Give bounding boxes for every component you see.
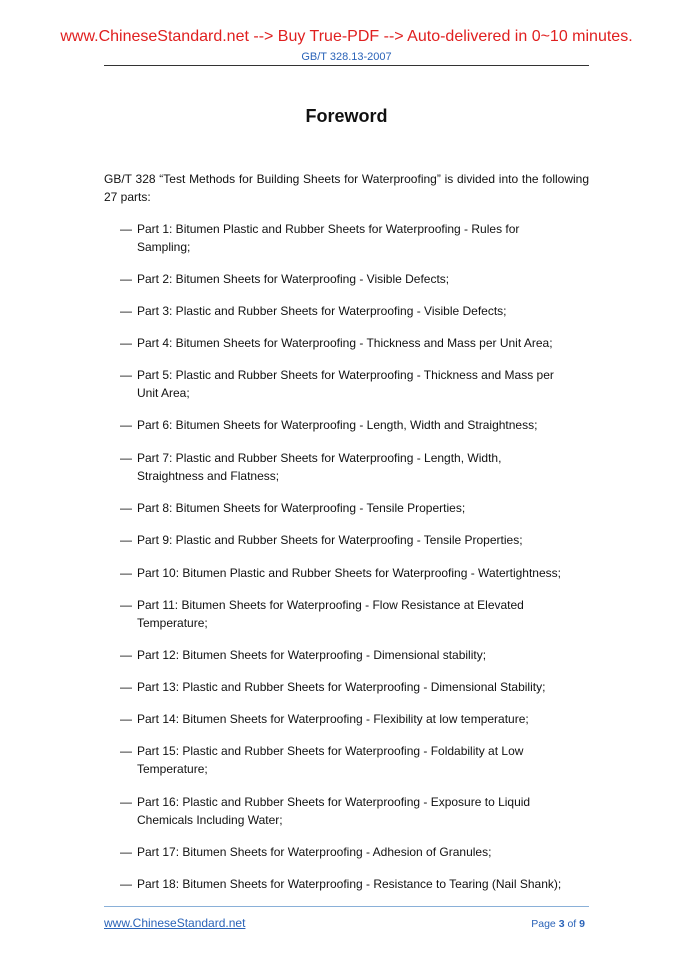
list-item-text: Part 5: Plastic and Rubber Sheets for Waterproofing - Thickness and Mass per xyxy=(137,368,554,382)
footer-website-link[interactable]: www.ChineseStandard.net xyxy=(104,916,246,930)
page-total: 9 xyxy=(579,918,585,930)
list-item-text: Part 14: Bitumen Sheets for Waterproofing - Flexibility at low temperature; xyxy=(137,712,529,726)
page-title: Foreword xyxy=(305,106,388,126)
list-dash: — xyxy=(120,598,132,612)
list-item-text: Part 7: Plastic and Rubber Sheets for Waterproofing - Length, Width, xyxy=(137,451,502,465)
list-dash: — xyxy=(120,451,132,465)
list-item xyxy=(120,302,589,320)
page-current: 3 xyxy=(558,918,565,930)
list-dash: — xyxy=(120,533,132,547)
list-item-text: Part 8: Bitumen Sheets for Waterproofing - Tensile Properties; xyxy=(137,501,466,515)
list-dash: — xyxy=(120,877,132,891)
list-item-text: Part 4: Bitumen Sheets for Waterproofing - Thickness and Mass per Unit Area; xyxy=(137,336,553,350)
list-item xyxy=(120,334,589,352)
list-item-text-cont: Straightness and Flatness; xyxy=(137,469,280,483)
list-item xyxy=(120,596,589,632)
list-dash: — xyxy=(120,501,132,515)
list-dash: — xyxy=(120,744,132,758)
list-item xyxy=(120,366,589,402)
list-dash: — xyxy=(120,336,132,350)
list-item xyxy=(120,742,589,778)
list-item-text: Part 16: Plastic and Rubber Sheets for Waterproofing - Exposure to Liquid xyxy=(137,795,531,809)
list-item xyxy=(120,875,589,893)
page-number xyxy=(531,917,585,931)
page-of: of xyxy=(567,918,577,930)
list-item-text-cont: Chemicals Including Water; xyxy=(137,813,283,827)
list-item-text: Part 9: Plastic and Rubber Sheets for Waterproofing - Tensile Properties; xyxy=(137,533,523,547)
list-item xyxy=(120,416,589,434)
list-item-text: Part 15: Plastic and Rubber Sheets for Waterproofing - Foldability at Low xyxy=(137,744,524,758)
list-dash: — xyxy=(120,712,132,726)
list-item xyxy=(120,531,589,549)
list-dash: — xyxy=(120,680,132,694)
list-item xyxy=(120,646,589,664)
list-item-text: Part 12: Bitumen Sheets for Waterproofing - Dimensional stability; xyxy=(137,648,487,662)
list-item xyxy=(120,710,589,728)
list-dash: — xyxy=(120,648,132,662)
list-dash: — xyxy=(120,368,132,382)
list-dash: — xyxy=(120,845,132,859)
list-dash: — xyxy=(120,566,132,580)
list-item xyxy=(120,220,589,256)
list-item-text: Part 6: Bitumen Sheets for Waterproofing - Length, Width and Straightness; xyxy=(137,418,538,432)
list-item-text-cont: Temperature; xyxy=(137,762,208,776)
footer-divider xyxy=(104,906,589,907)
list-item xyxy=(120,793,589,829)
list-dash: — xyxy=(120,304,132,318)
list-item-text: Part 2: Bitumen Sheets for Waterproofing - Visible Defects; xyxy=(137,272,450,286)
page-prefix: Page xyxy=(531,918,556,930)
list-item-text-cont: Unit Area; xyxy=(137,386,190,400)
list-dash: — xyxy=(120,272,132,286)
list-dash: — xyxy=(120,795,132,809)
list-dash: — xyxy=(120,222,132,236)
header-banner-link[interactable]: www.ChineseStandard.net --> Buy True-PDF --> Auto-delivered in 0~10 minutes. xyxy=(60,28,633,45)
header-divider xyxy=(104,65,589,66)
list-item-text-cont: Sampling; xyxy=(137,240,191,254)
list-item-text: Part 10: Bitumen Plastic and Rubber Sheets for Waterproofing - Watertightness; xyxy=(137,566,561,580)
document-code: GB/T 328.13-2007 xyxy=(301,51,392,63)
list-item xyxy=(120,449,589,485)
list-item-text: Part 1: Bitumen Plastic and Rubber Sheets for Waterproofing - Rules for xyxy=(137,222,520,236)
list-item-text: Part 13: Plastic and Rubber Sheets for Waterproofing - Dimensional Stability; xyxy=(137,680,546,694)
list-item-text-cont: Temperature; xyxy=(137,616,208,630)
list-item xyxy=(120,678,589,696)
list-item-text: Part 18: Bitumen Sheets for Waterproofing - Resistance to Tearing (Nail Shank); xyxy=(137,877,562,891)
list-item-text: Part 3: Plastic and Rubber Sheets for Waterproofing - Visible Defects; xyxy=(137,304,507,318)
list-item xyxy=(120,843,589,861)
intro-paragraph: GB/T 328 “Test Methods for Building Sheets for Waterproofing” is divided into the following 27 parts: xyxy=(104,172,589,204)
list-item-text: Part 11: Bitumen Sheets for Waterproofing - Flow Resistance at Elevated xyxy=(137,598,524,612)
list-item xyxy=(120,270,589,288)
list-item xyxy=(120,499,589,517)
list-dash: — xyxy=(120,418,132,432)
list-item-text: Part 17: Bitumen Sheets for Waterproofing - Adhesion of Granules; xyxy=(137,845,492,859)
list-item xyxy=(120,564,589,582)
